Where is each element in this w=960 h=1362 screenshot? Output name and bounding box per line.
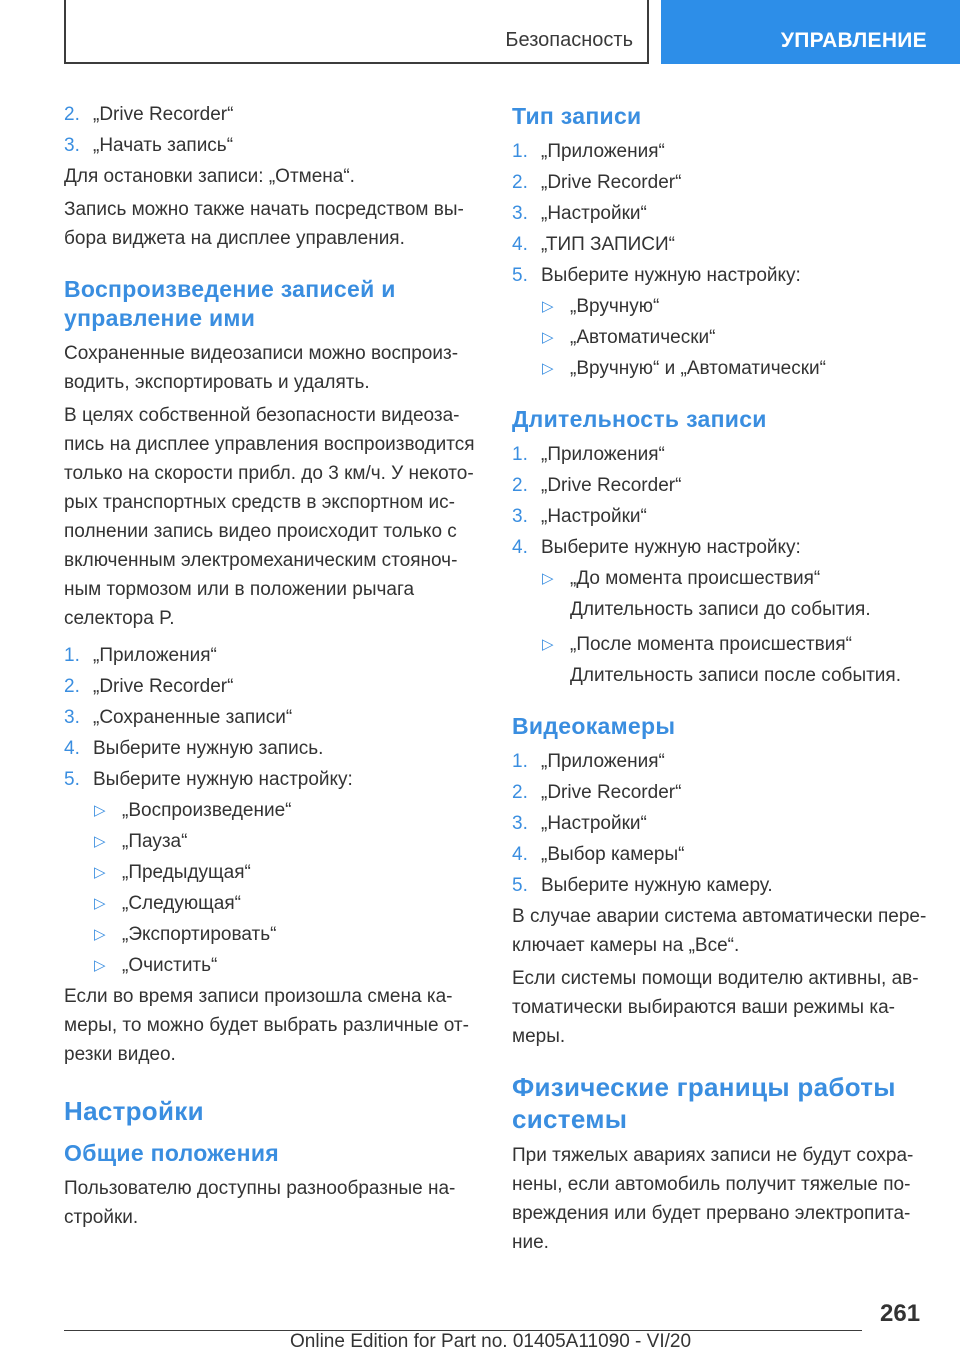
- header-section-box: [64, 0, 649, 64]
- list-item: 3. „Настройки“: [512, 813, 647, 834]
- sub-list-item: ▷ „Предыдущая“: [64, 858, 482, 887]
- left-column: [64, 100, 482, 1236]
- list-item: 5. Выберите нужную камеру.: [512, 875, 773, 896]
- paragraph-accident-cameras: В случае аварии система автоматически пере-ключает камеры на „Все“.: [512, 906, 927, 956]
- triangle-bullet-icon: ▷: [94, 864, 106, 881]
- page-number: 261: [880, 1300, 921, 1327]
- triangle-bullet-icon: ▷: [94, 926, 106, 943]
- sub-item-note: Длительность записи после события.: [570, 665, 901, 686]
- sub-list-item: ▷ „Следующая“: [64, 889, 482, 918]
- list-item: 2. „Drive Recorder“: [512, 782, 682, 803]
- list-item: 4. Выберите нужную запись.: [64, 738, 324, 759]
- sub-list-item: ▷ „Очистить“: [64, 951, 482, 980]
- sub-list-item: ▷ „Вручную“ и „Автоматически“: [512, 354, 932, 383]
- paragraph-playback: Сохраненные видеозаписи можно воспроиз-водить, экспортировать и удалять.: [64, 343, 459, 393]
- list-item: 2. „Drive Recorder“: [512, 172, 682, 193]
- list-item: 2. „Drive Recorder“: [64, 676, 234, 697]
- paragraph-camera-change: Если во время записи произошла смена ка-меры, то можно будет выбрать различные от-резки видео.: [64, 986, 469, 1065]
- list-item: 3. „Настройки“: [512, 506, 647, 527]
- paragraph-stop: Для остановки записи: „Отмена“.: [64, 166, 355, 187]
- list-item: 4. „Выбор камеры“: [512, 844, 685, 865]
- heading-duration: Длительность записи: [512, 406, 767, 432]
- triangle-bullet-icon: ▷: [542, 360, 554, 377]
- list-item: 1. „Приложения“: [512, 141, 665, 162]
- footer-edition: Online Edition for Part no. 01405A11090 - VI/20: [290, 1331, 692, 1352]
- sub-list-item: ▷ „Вручную“: [512, 292, 932, 321]
- heading-system-limits: Физические границы работы системы: [512, 1072, 896, 1134]
- list-item: 1. „Приложения“: [512, 444, 665, 465]
- triangle-bullet-icon: ▷: [542, 636, 554, 653]
- list-item: 3. „Сохраненные записи“: [64, 707, 293, 728]
- list-item: 5. Выберите нужную настройку:: [512, 265, 801, 286]
- paragraph-safety: В целях собственной безопасности видеоза-пись на дисплее управления воспроизводится только на скорости прибл. до 3 км/ч. У некото-рых транспортных средств в экспортном ис-полнении запись видео происходит только с включенным электромеханическим стояноч-ным тормозом или в положении рычага селектора P.: [64, 405, 475, 629]
- paragraph-widget: Запись можно также начать посредством вы-бора виджета на дисплее управления.: [64, 199, 464, 249]
- sub-list-item: ▷ „Автоматически“: [512, 323, 932, 352]
- header-chapter-title: УПРАВЛЕНИЕ: [780, 29, 927, 52]
- list-item: 3. „Настройки“: [512, 203, 647, 224]
- list-item: 2. „Drive Recorder“: [64, 104, 234, 125]
- heading-settings: Настройки: [64, 1096, 204, 1126]
- list-item: 2. „Drive Recorder“: [512, 475, 682, 496]
- triangle-bullet-icon: ▷: [542, 298, 554, 315]
- triangle-bullet-icon: ▷: [542, 329, 554, 346]
- list-item: 1. „Приложения“: [64, 645, 217, 666]
- heading-cameras: Видеокамеры: [512, 713, 676, 739]
- right-column: [512, 100, 932, 1261]
- heading-general: Общие положения: [64, 1140, 279, 1166]
- sub-list-item: ▷ „После момента происшествия“: [512, 630, 932, 659]
- heading-record-type: Тип записи: [512, 103, 642, 129]
- header-section-title: Безопасность: [505, 29, 633, 51]
- list-item: 5. Выберите нужную настройку:: [64, 769, 353, 790]
- paragraph-general: Пользователю доступны разнообразные на-стройки.: [64, 1178, 456, 1228]
- list-item: 4. Выберите нужную настройку:: [512, 537, 801, 558]
- list-item: 3. „Начать запись“: [64, 135, 234, 156]
- triangle-bullet-icon: ▷: [94, 833, 106, 850]
- paragraph-assist-modes: Если системы помощи водителю активны, ав-томатически выбираются ваши режимы ка-меры.: [512, 968, 919, 1047]
- triangle-bullet-icon: ▷: [542, 570, 554, 587]
- triangle-bullet-icon: ▷: [94, 802, 106, 819]
- list-item: 1. „Приложения“: [512, 751, 665, 772]
- sub-list-item: ▷ „Экспортировать“: [64, 920, 482, 949]
- triangle-bullet-icon: ▷: [94, 895, 106, 912]
- heading-playback: Воспроизведение записей и управление ими: [64, 276, 396, 331]
- list-item: 4. „ТИП ЗАПИСИ“: [512, 234, 675, 255]
- paragraph-system-limits: При тяжелых авариях записи не будут сохра-нены, если автомобиль получит тяжелые по-вреждения или будет прервано электропита-ние.: [512, 1145, 914, 1253]
- sub-list-item: ▷ „До момента происшествия“: [512, 564, 932, 593]
- triangle-bullet-icon: ▷: [94, 957, 106, 974]
- sub-list-item: ▷ „Воспроизведение“: [64, 796, 482, 825]
- sub-item-note: Длительность записи до события.: [570, 599, 871, 620]
- header-chapter-box: [661, 0, 960, 64]
- sub-list-item: ▷ „Пауза“: [64, 827, 482, 856]
